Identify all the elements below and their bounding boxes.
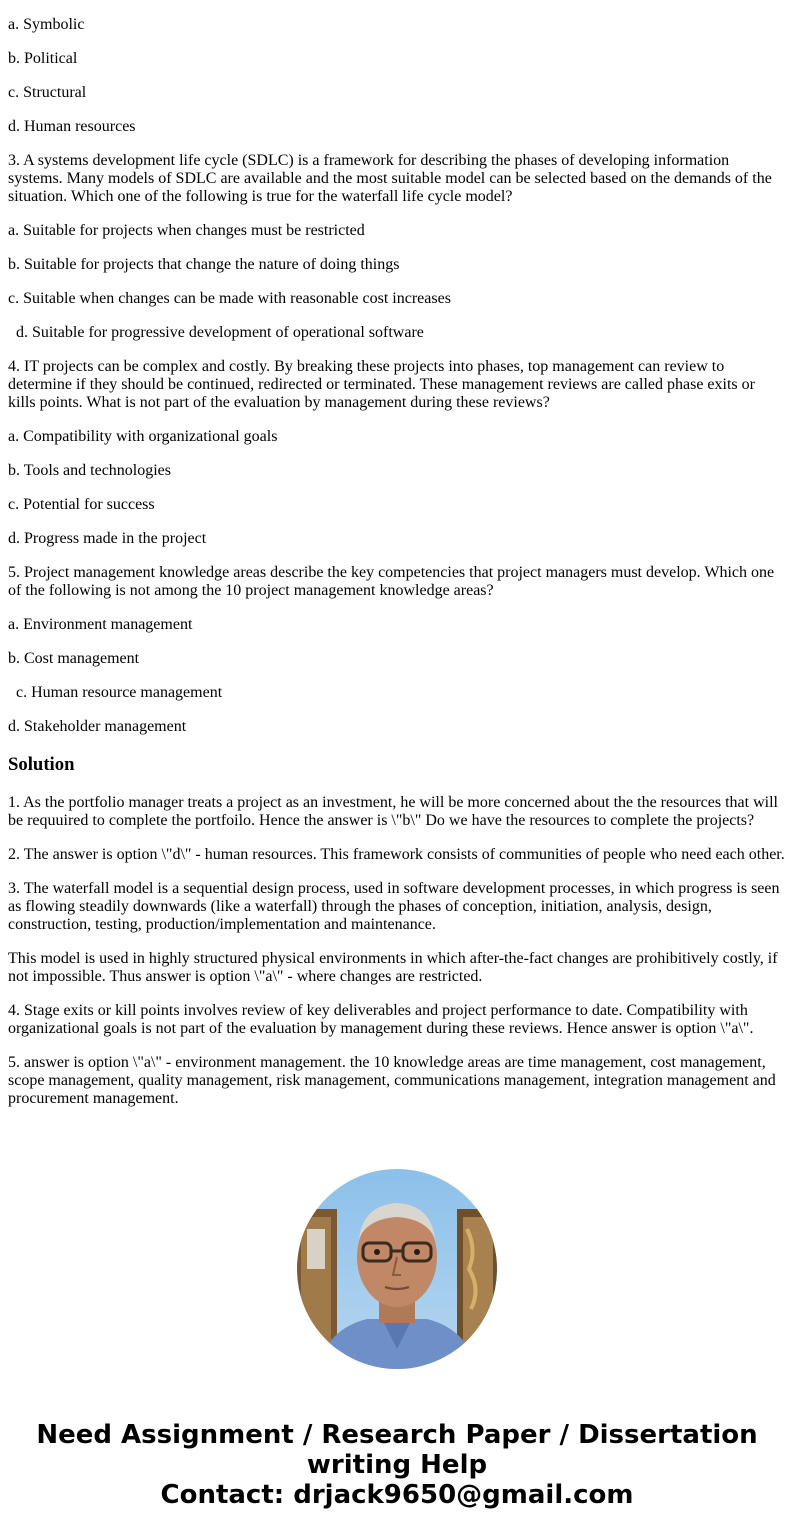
q4-option-d: d. Progress made in the project <box>8 530 207 547</box>
q4-option-c: c. Potential for success <box>8 496 155 513</box>
q3-option-d: d. Suitable for progressive development of operational software <box>16 324 424 341</box>
solution-paragraph: 5. answer is option \"a\" - environment management. the 10 knowledge areas are time management, cost management, scope management, quality management, risk management, communications management, integration management and procurement management. <box>8 1054 776 1107</box>
q5-option-a: a. Environment management <box>8 616 193 633</box>
q5-option-d: d. Stakeholder management <box>8 718 187 735</box>
q3-option-b: b. Suitable for projects that change the nature of doing things <box>8 256 400 273</box>
solution-paragraph: 2. The answer is option \"d\" - human resources. This framework consists of communities of people who need each other. <box>8 846 785 863</box>
q4-question: 4. IT projects can be complex and costly. By breaking these projects into phases, top management can review to determine if they should be continued, redirected or terminated. These management reviews are called phase exits or kills points. What is not part of the evaluation by management during these reviews? <box>8 358 755 411</box>
q2-option-a: a. Symbolic <box>8 16 85 33</box>
q5-option-b: b. Cost management <box>8 650 140 667</box>
q2-option-b: b. Political <box>8 50 78 67</box>
q4-option-a: a. Compatibility with organizational goals <box>8 428 278 445</box>
document-body <box>0 16 794 1108</box>
solution-paragraph: This model is used in highly structured physical environments in which after-the-fact changes are prohibitively costly, if not impossible. Thus answer is option \"a\" - where changes are restricted. <box>8 950 778 985</box>
q3-option-c: c. Suitable when changes can be made with reasonable cost increases <box>8 290 451 307</box>
q3-question: 3. A systems development life cycle (SDLC) is a framework for describing the phases of developing information systems. Many models of SDLC are available and the most suitable model can be selected based on the demands of the situation. Which one of the following is true for the waterfall life cycle model? <box>8 152 772 205</box>
q2-option-c: c. Structural <box>8 84 87 101</box>
solution-paragraph: 4. Stage exits or kill points involves review of key deliverables and project performance to date. Compatibility with organizational goals is not part of the evaluation by management during these reviews. Hence answer is option \"a\". <box>8 1002 754 1037</box>
banner-line-2: writing Help <box>306 1450 488 1480</box>
q2-option-d: d. Human resources <box>8 118 136 135</box>
contact-banner <box>0 1420 794 1510</box>
q3-option-a: a. Suitable for projects when changes must be restricted <box>8 222 365 239</box>
solution-paragraph: 1. As the portfolio manager treats a project as an investment, he will be more concerned about the the resources that will be requuired to complete the portfoilo. Hence the answer is \"b\" Do we have the resources to complete the projects? <box>8 794 778 829</box>
q5-option-c: c. Human resource management <box>16 684 223 701</box>
solution-paragraph: 3. The waterfall model is a sequential design process, used in software development processes, in which progress is seen as flowing steadily downwards (like a waterfall) through the phases of conception, initiation, analysis, design, construction, testing, production/implementation and maintenance. <box>8 880 780 933</box>
tutor-avatar <box>297 1169 497 1369</box>
solution-heading: Solution <box>8 754 75 775</box>
q5-question: 5. Project management knowledge areas describe the key competencies that project managers must develop. Which one of the following is not among the 10 project management knowledge areas? <box>8 564 775 599</box>
banner-contact-email: Contact: drjack9650@gmail.com <box>160 1480 634 1510</box>
tutor-photo <box>297 1169 497 1369</box>
banner-line-1: Need Assignment / Research Paper / Dissertation <box>36 1420 758 1450</box>
q4-option-b: b. Tools and technologies <box>8 462 172 479</box>
